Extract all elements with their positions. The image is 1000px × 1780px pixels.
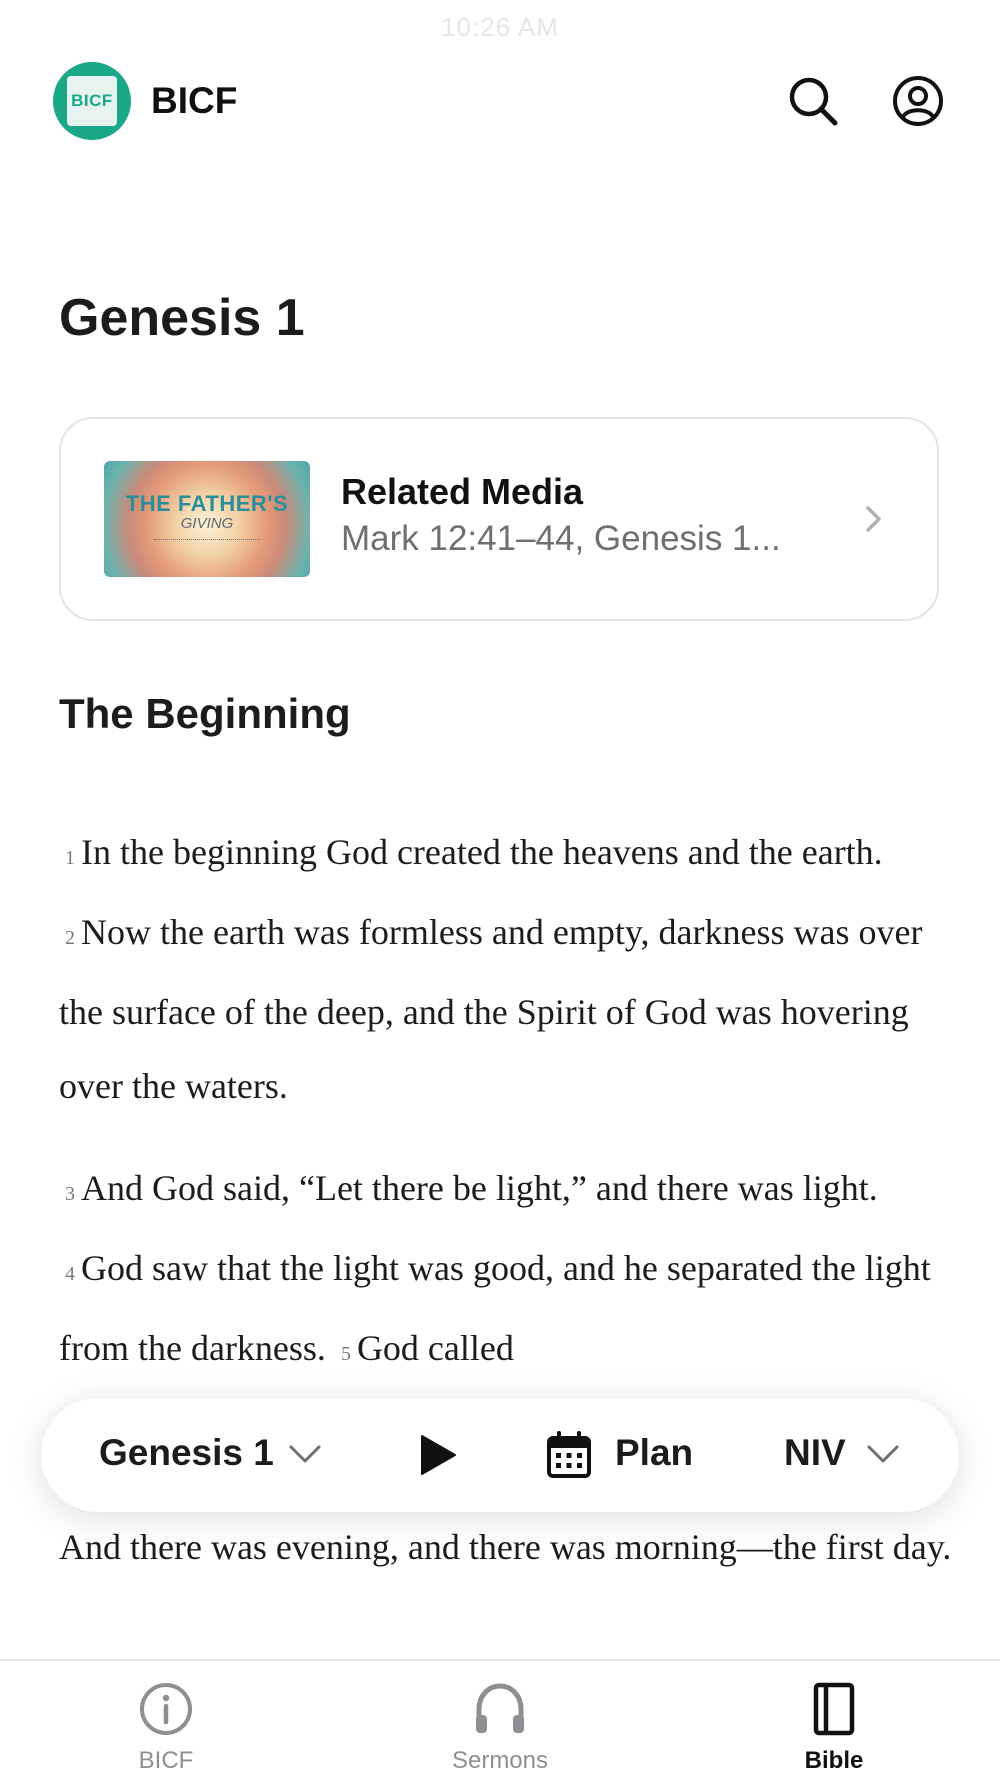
verse-text: And there was evening, and there was morning—the first day. [59, 1527, 952, 1567]
verse-text: Now the earth was formless and empty, darkness was over the surface of the deep, and the Spirit of God was hovering over the waters. [59, 912, 923, 1106]
related-media-subtitle: Mark 12:41–44, Genesis 1... [341, 519, 781, 558]
thumbnail-divider [154, 539, 260, 540]
status-time: 10:26 AM [441, 12, 559, 42]
scripture-text [59, 815, 959, 1419]
scripture-continuation [59, 1510, 959, 1612]
tab-label: BICF [138, 1747, 194, 1774]
section-heading: The Beginning [59, 690, 351, 737]
verse-number: 4 [65, 1263, 75, 1285]
search-button[interactable] [784, 72, 842, 130]
thumbnail-title: THE FATHER'S [125, 491, 289, 516]
tab-label: Sermons [451, 1747, 549, 1774]
play-icon[interactable] [418, 1433, 458, 1477]
account-button[interactable] [889, 72, 947, 130]
page-title: Genesis 1 [59, 289, 305, 347]
chevron-down-icon[interactable] [866, 1444, 900, 1464]
plan-button[interactable]: Plan [615, 1432, 694, 1473]
media-thumbnail [104, 461, 310, 577]
translation-selector[interactable]: NIV [784, 1432, 846, 1473]
related-media-title: Related Media [341, 471, 584, 512]
tab-sermons[interactable] [400, 1661, 600, 1780]
app-logo[interactable] [53, 62, 131, 140]
search-icon [787, 75, 839, 127]
chevron-right-icon [863, 501, 885, 537]
chevron-down-icon[interactable] [288, 1444, 322, 1464]
thumbnail-subtitle: GIVING [180, 515, 234, 532]
verse-text: God saw that the light was good, and he separated the light from the darkness. [59, 1248, 931, 1368]
related-media-card[interactable] [59, 417, 939, 621]
tab-bible[interactable] [734, 1661, 934, 1780]
tab-label: Bible [804, 1747, 864, 1774]
headphones-icon [470, 1679, 530, 1739]
verse-text: God called [356, 1328, 514, 1368]
verse-number: 5 [340, 1343, 351, 1365]
calendar-icon[interactable] [546, 1431, 592, 1479]
verse-text: And God said, “Let there be light,” and there was light. [81, 1168, 878, 1208]
reader-toolbar [41, 1398, 959, 1512]
chapter-selector[interactable]: Genesis 1 [99, 1432, 274, 1473]
app-name: BICF [151, 80, 238, 121]
book-icon [804, 1679, 864, 1739]
app-header [53, 62, 947, 140]
paragraph [59, 1151, 959, 1391]
account-icon [892, 75, 944, 127]
tab-bar [0, 1659, 1000, 1780]
verse-number: 1 [65, 847, 75, 869]
verse-number: 2 [65, 927, 75, 949]
verse-text: In the beginning God created the heavens and the earth. [81, 832, 883, 872]
paragraph [59, 1510, 959, 1584]
paragraph [59, 815, 959, 1123]
info-icon [136, 1679, 196, 1739]
tab-bicf[interactable] [66, 1661, 266, 1780]
verse-number: 3 [65, 1183, 75, 1205]
logo-text: BICF [67, 76, 117, 126]
